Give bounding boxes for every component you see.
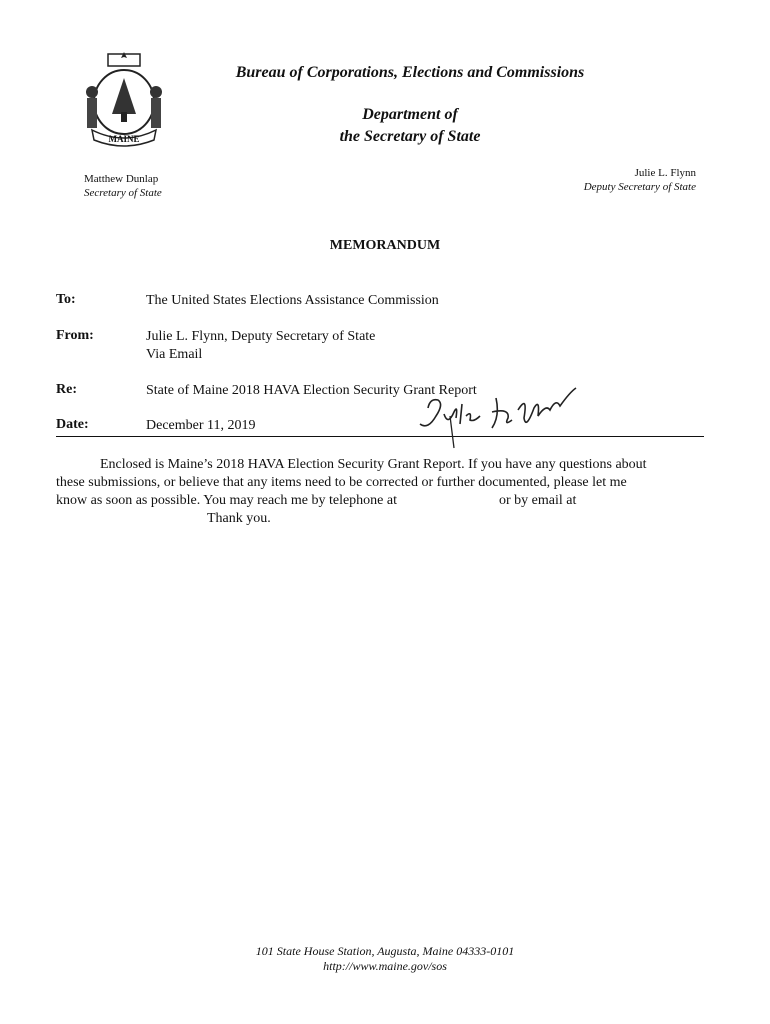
department-line-2: the Secretary of State [339,128,481,145]
re-label: Re: [56,382,77,397]
re-value: State of Maine 2018 HAVA Election Security Grant Report [146,383,477,398]
deputy-block [584,166,696,194]
body-line-2: these submissions, or believe that any items need to be corrected or further documented, please let me [56,475,627,490]
secretary-block [84,172,162,200]
secretary-name: Matthew Dunlap [84,173,159,185]
to-value: The United States Elections Assistance Commission [146,293,439,308]
memo-heading: MEMORANDUM [329,238,441,253]
header-divider [56,436,704,437]
from-value-line2: Via Email [146,347,203,362]
from-label: From: [56,328,94,343]
body-line-3-part-a: know as soon as possible. You may reach me by telephone at [56,493,397,508]
handwritten-signature [400,368,600,458]
date-label: Date: [56,417,89,432]
bureau-title: Bureau of Corporations, Elections and Commissions [235,64,585,81]
body-paragraph [56,456,716,510]
deputy-title: Deputy Secretary of State [583,181,696,193]
seal-text: MAINE [108,134,140,144]
body-line-3 [56,492,716,510]
body-line-1: Enclosed is Maine’s 2018 HAVA Election Security Grant Report. If you have any questions about [100,457,647,472]
to-label: To: [56,292,76,307]
department-line-1: Department of [362,106,458,123]
date-value: December 11, 2019 [146,418,256,433]
state-seal-logo [78,52,170,152]
from-value [146,328,375,364]
footer [0,944,770,974]
footer-address: 101 State House Station, Augusta, Maine 04333-0101 [255,944,515,958]
secretary-title: Secretary of State [84,187,162,199]
body-line-3-part-b: or by email at [499,493,577,508]
deputy-name: Julie L. Flynn [634,167,696,179]
from-value-line1: Julie L. Flynn, Deputy Secretary of State [146,329,376,344]
thank-you-text: Thank you. [207,511,271,526]
footer-url[interactable]: http://www.maine.gov/sos [323,959,447,973]
